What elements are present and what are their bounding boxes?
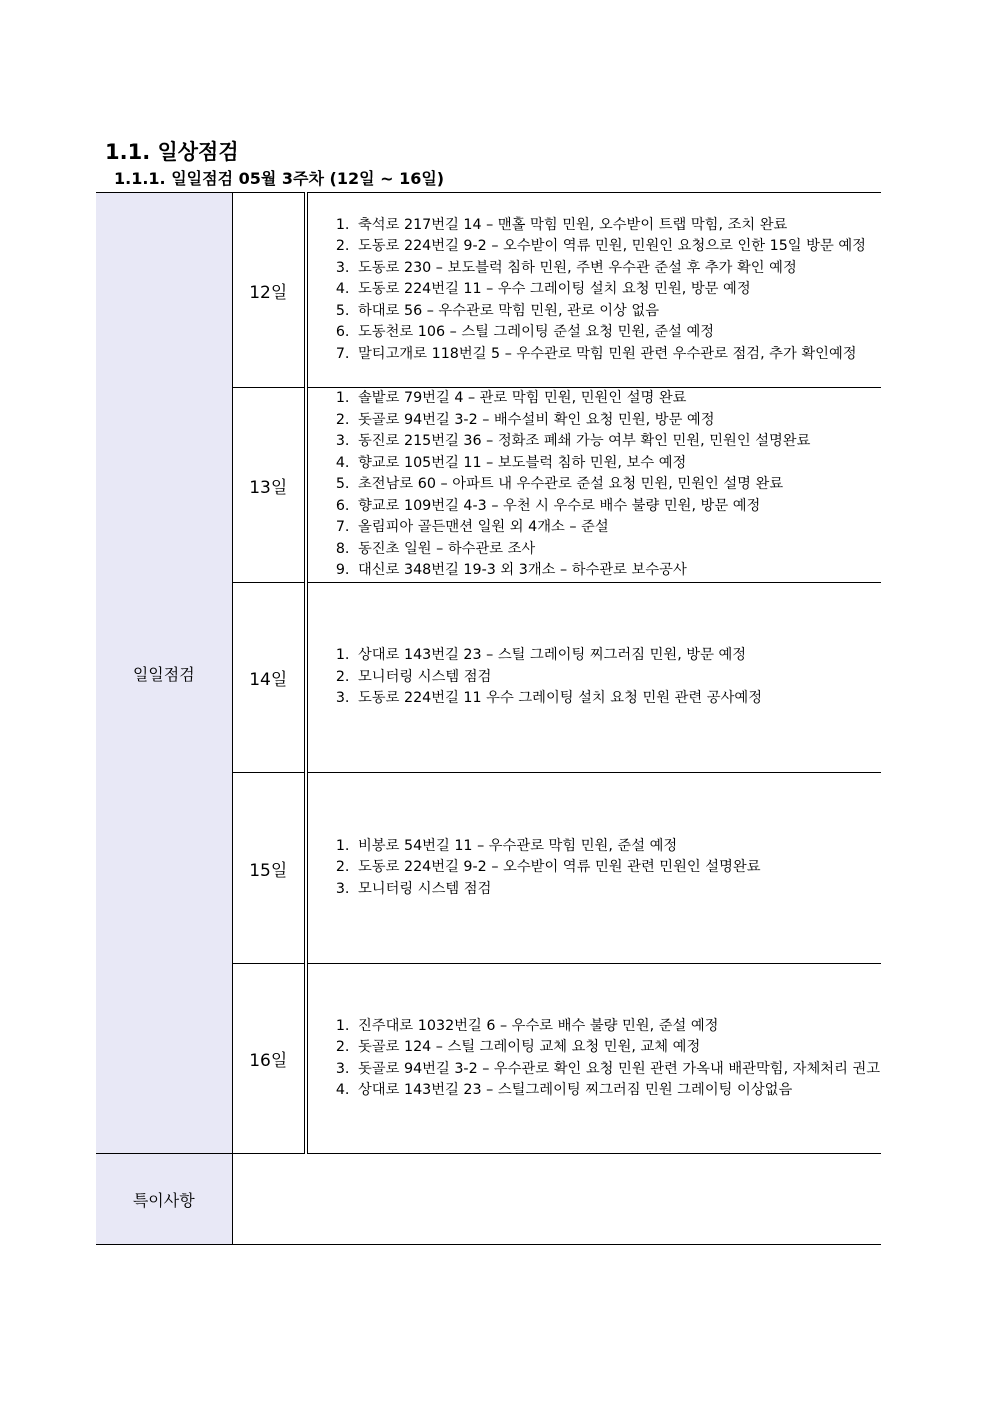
item-list (308, 215, 881, 366)
list-item: 5. 초전남로 60 – 아파트 내 우수관로 준설 요청 민원, 민원인 설명 완료 (354, 474, 881, 496)
list-item: 9. 대신로 348번길 19-3 외 3개소 – 하수관로 보수공사 (354, 560, 881, 582)
list-item: 1. 비봉로 54번길 11 – 우수관로 막힘 민원, 준설 예정 (354, 836, 881, 858)
notes-row (96, 1154, 881, 1245)
day-items-cell (306, 773, 881, 964)
day-label: 16일 (232, 964, 306, 1154)
list-item: 1. 솔밭로 79번길 4 – 관로 막힘 민원, 민원인 설명 완료 (354, 388, 881, 410)
category-cell: 일일점검 (96, 193, 232, 1154)
list-item: 1. 진주대로 1032번길 6 – 우수로 배수 불량 민원, 준설 예정 (354, 1016, 881, 1038)
list-item: 6. 도동천로 106 – 스틸 그레이팅 준설 요청 민원, 준설 예정 (354, 322, 881, 344)
section-heading: 1.1. 일상점검 (105, 140, 239, 164)
list-item: 2. 돗골로 94번길 3-2 – 배수설비 확인 요청 민원, 방문 예정 (354, 410, 881, 432)
list-item: 4. 향교로 105번길 11 – 보도블럭 침하 민원, 보수 예정 (354, 453, 881, 475)
list-item: 2. 도동로 224번길 9-2 – 오수받이 역류 민원 관련 민원인 설명완료 (354, 857, 881, 879)
subsection-heading: 1.1.1. 일일점검 05월 3주차 (12일 ~ 16일) (114, 169, 445, 188)
list-item: 6. 향교로 109번길 4-3 – 우천 시 우수로 배수 불량 민원, 방문 예정 (354, 496, 881, 518)
item-list (308, 645, 881, 710)
daily-inspection-table (96, 192, 881, 1245)
list-item: 1. 상대로 143번길 23 – 스틸 그레이팅 찌그러짐 민원, 방문 예정 (354, 645, 881, 667)
list-item: 3. 돗골로 94번길 3-2 – 우수관로 확인 요청 민원 관련 가옥내 배관막힘, 자체처리 권고 (354, 1059, 881, 1081)
day-label: 13일 (232, 388, 306, 583)
item-list (308, 388, 881, 582)
list-item: 5. 하대로 56 – 우수관로 막힘 민원, 관로 이상 없음 (354, 301, 881, 323)
day-items-cell (306, 583, 881, 773)
day-items-cell (306, 964, 881, 1154)
day-items-cell (306, 193, 881, 388)
list-item: 7. 말티고개로 118번길 5 – 우수관로 막힘 민원 관련 우수관로 점검, 추가 확인예정 (354, 344, 881, 366)
list-item: 2. 도동로 224번길 9-2 – 오수받이 역류 민원, 민원인 요청으로 인한 15일 방문 예정 (354, 236, 881, 258)
item-list (308, 836, 881, 901)
list-item: 3. 모니터링 시스템 점검 (354, 879, 881, 901)
list-item: 4. 상대로 143번길 23 – 스틸그레이팅 찌그러짐 민원 그레이팅 이상없음 (354, 1080, 881, 1102)
day-label: 14일 (232, 583, 306, 773)
day-row-12 (96, 193, 881, 388)
notes-label: 특이사항 (96, 1154, 232, 1245)
list-item: 2. 모니터링 시스템 점검 (354, 667, 881, 689)
list-item: 3. 도동로 224번길 11 우수 그레이팅 설치 요청 민원 관련 공사예정 (354, 688, 881, 710)
day-label: 12일 (232, 193, 306, 388)
list-item: 3. 도동로 230 – 보도블럭 침하 민원, 주변 우수관 준설 후 추가 확인 예정 (354, 258, 881, 280)
list-item: 4. 도동로 224번길 11 – 우수 그레이팅 설치 요청 민원, 방문 예정 (354, 279, 881, 301)
list-item: 1. 축석로 217번길 14 – 맨홀 막힘 민원, 오수받이 트랩 막힘, 조치 완료 (354, 215, 881, 237)
list-item: 3. 동진로 215번길 36 – 정화조 폐쇄 가능 여부 확인 민원, 민원인 설명완료 (354, 431, 881, 453)
list-item: 7. 올림피아 골든맨션 일원 외 4개소 – 준설 (354, 517, 881, 539)
list-item: 2. 돗골로 124 – 스틸 그레이팅 교체 요청 민원, 교체 예정 (354, 1037, 881, 1059)
day-items-cell (306, 388, 881, 583)
notes-content (232, 1154, 881, 1245)
list-item: 8. 동진초 일원 – 하수관로 조사 (354, 539, 881, 561)
day-label: 15일 (232, 773, 306, 964)
item-list (308, 1016, 881, 1102)
